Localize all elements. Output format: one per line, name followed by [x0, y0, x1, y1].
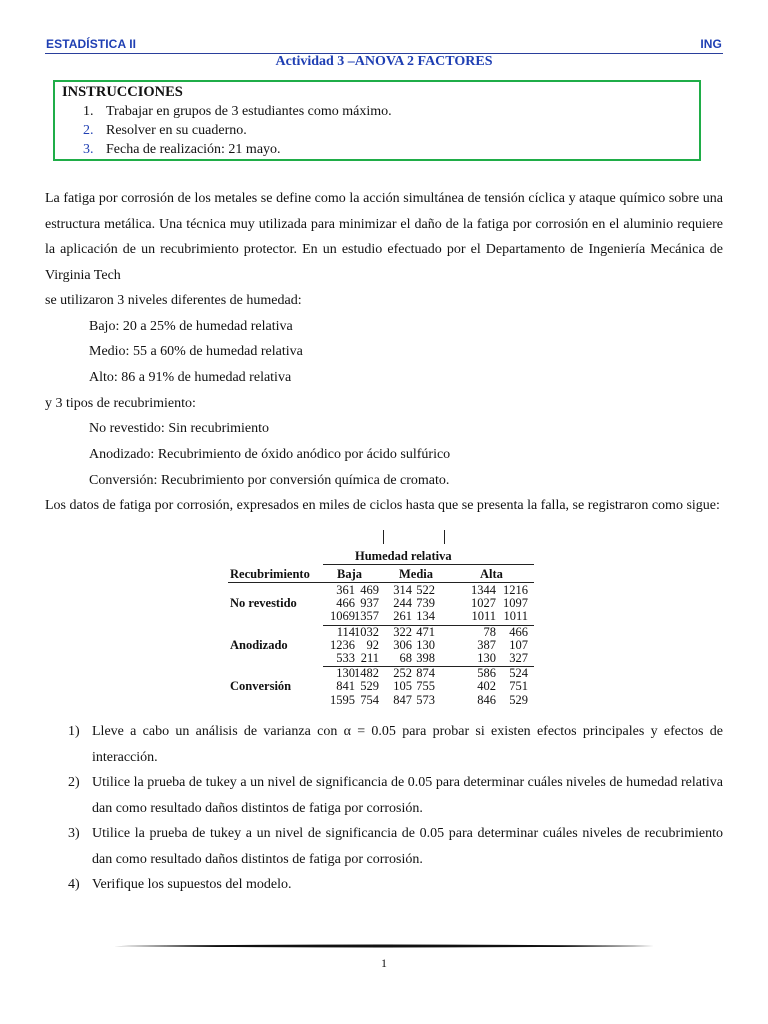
table-cell: 469 — [360, 583, 379, 597]
table-cell: 398 — [416, 651, 435, 665]
table-cell: 92 — [366, 637, 379, 652]
coating-type: Conversión: Recubrimiento por conversión química de cromato. — [89, 473, 450, 488]
instructions-heading: INSTRUCCIONES — [62, 84, 183, 100]
table-super-header: Humedad relativa — [355, 549, 452, 563]
fatigue-data-table — [228, 548, 534, 714]
page-title: Actividad 3 –ANOVA 2 FACTORES — [275, 54, 493, 69]
table-cell: 937 — [360, 596, 379, 611]
question-item — [68, 821, 723, 872]
table-cell: 529 — [360, 679, 379, 694]
table-group-label: No revestido — [230, 596, 297, 611]
table-cell: 739 — [416, 596, 435, 611]
table-cell: 244 — [393, 596, 412, 611]
table-cell: 68 — [399, 651, 412, 665]
table-cell: 846 — [477, 692, 496, 707]
coating-type: No revestido: Sin recubrimiento — [89, 421, 270, 436]
table-col-separator — [383, 530, 384, 544]
question-text: Verifique los supuestos del modelo. — [92, 877, 292, 892]
header-program: ING — [700, 37, 722, 51]
table-cell: 306 — [393, 637, 412, 652]
coating-type: Anodizado: Recubrimiento de óxido anódico por ácido sulfúrico — [89, 447, 451, 462]
table-cell: 78 — [483, 624, 496, 639]
table-col-separator — [444, 530, 445, 544]
table-rule — [323, 564, 534, 565]
header-course: ESTADÍSTICA II — [46, 37, 137, 51]
instruction-text: Trabajar en grupos de 3 estudiantes como máximo. — [106, 104, 392, 119]
table-cell: 751 — [509, 679, 528, 694]
question-number: 1) — [68, 724, 80, 739]
table-cell: 522 — [416, 583, 435, 597]
table-col-header: Baja — [337, 567, 362, 581]
instruction-number: 3. — [83, 142, 94, 157]
table-cell: 134 — [416, 609, 435, 624]
instruction-item — [83, 123, 247, 139]
table-cell: 1027 — [471, 596, 496, 611]
table-row-header: Recubrimiento — [230, 567, 310, 581]
table-cell: 533 — [336, 651, 355, 665]
table-cell: 847 — [393, 692, 412, 707]
question-item — [68, 770, 723, 821]
instruction-text: Resolver en su cuaderno. — [106, 123, 247, 138]
table-cell: 1595 — [330, 692, 355, 707]
table-cell: 466 — [336, 596, 355, 611]
coating-intro: y 3 tipos de recubrimiento: — [45, 396, 196, 411]
humidity-intro: se utilizaron 3 niveles diferentes de humedad: — [45, 293, 302, 308]
table-cell: 1357 — [354, 609, 379, 624]
intro-paragraph: La fatiga por corrosión de los metales se define como la acción simultánea de tensión cíclica y ataque químico sobre una estructura metálica. Una técnica muy utilizada para minimizar el daño de la fatiga por corrosión en el aluminio requiere la aplicación de un recubrimiento protector. En un estudio efectuado por el Departamento de Ingeniería Mecánica de Virginia Tech — [45, 191, 723, 284]
table-cell: 322 — [393, 624, 412, 639]
question-number: 3) — [68, 826, 80, 841]
question-item — [68, 719, 723, 770]
question-text: Utilice la prueba de tukey a un nivel de significancia de 0.05 para determinar cuáles niveles de humedad relativa dan como resultado daños distintos de fatiga por corrosión. — [92, 775, 723, 816]
instruction-item — [83, 104, 392, 120]
table-cell: 107 — [509, 637, 528, 652]
instruction-text: Fecha de realización: 21 mayo. — [106, 142, 281, 157]
instructions-box — [53, 80, 701, 161]
table-group-label: Anodizado — [230, 637, 288, 652]
table-col-header: Media — [399, 567, 434, 581]
question-number: 4) — [68, 877, 80, 892]
table-group-label: Conversión — [230, 679, 292, 694]
humidity-level: Medio: 55 a 60% de humedad relativa — [89, 344, 303, 359]
question-number: 2) — [68, 775, 80, 790]
table-cell: 755 — [416, 679, 435, 694]
instruction-item — [83, 142, 281, 158]
table-cell: 1097 — [503, 596, 528, 611]
page-number: 1 — [381, 956, 387, 970]
table-cell: 529 — [509, 692, 528, 707]
table-cell: 387 — [477, 637, 496, 652]
table-cell: 327 — [509, 651, 528, 665]
table-cell: 1011 — [471, 609, 496, 624]
table-cell: 130 — [336, 666, 355, 681]
question-text: Utilice la prueba de tukey a un nivel de significancia de 0.05 para determinar cuáles niveles de recubrimiento dan como resultado daños distintos de fatiga por corrosión. — [92, 826, 723, 867]
table-col-header: Alta — [480, 567, 503, 581]
question-item — [68, 872, 723, 898]
table-cell: 466 — [509, 624, 528, 639]
question-text: Lleve a cabo un análisis de varianza con α = 0.05 para probar si existen efectos principales y efectos de interacción. — [92, 724, 723, 765]
table-cell: 1216 — [503, 583, 528, 597]
table-cell: 874 — [416, 666, 435, 681]
table-cell: 261 — [393, 609, 412, 624]
table-cell: 471 — [416, 624, 435, 639]
instruction-number: 1. — [83, 104, 94, 119]
table-cell: 573 — [416, 692, 435, 707]
table-cell: 524 — [509, 666, 528, 681]
table-cell: 314 — [393, 583, 412, 597]
page-header — [45, 37, 723, 54]
table-cell: 1344 — [471, 583, 496, 597]
table-cell: 1482 — [354, 666, 379, 681]
table-cell: 252 — [393, 666, 412, 681]
table-cell: 841 — [336, 679, 355, 694]
humidity-level: Alto: 86 a 91% de humedad relativa — [89, 370, 292, 385]
table-cell: 130 — [416, 637, 435, 652]
table-cell: 211 — [360, 651, 379, 665]
instruction-number: 2. — [83, 123, 94, 138]
table-cell: 114 — [336, 624, 355, 639]
table-cell: 586 — [477, 666, 496, 681]
table-cell: 1032 — [354, 624, 379, 639]
table-cell: 361 — [336, 583, 355, 597]
humidity-level: Bajo: 20 a 25% de humedad relativa — [89, 319, 293, 334]
data-intro: Los datos de fatiga por corrosión, expresados en miles de ciclos hasta que se presenta la falla, se registraron como sigue: — [45, 498, 720, 513]
table-cell: 1011 — [503, 609, 528, 624]
table-cell: 105 — [393, 679, 412, 694]
table-cell: 754 — [360, 692, 379, 707]
table-cell: 130 — [477, 651, 496, 665]
footer-divider — [114, 944, 654, 948]
table-cell: 402 — [477, 679, 496, 694]
table-cell: 1236 — [330, 637, 355, 652]
table-cell: 1069 — [330, 609, 355, 624]
